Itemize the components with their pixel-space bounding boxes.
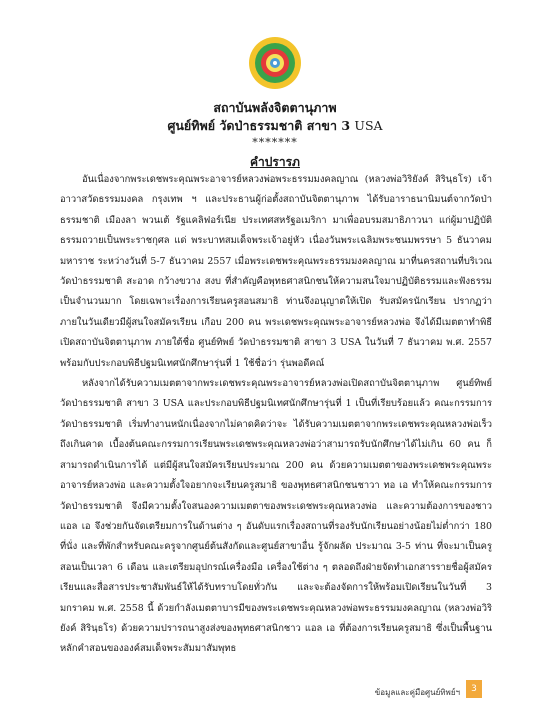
dhamma-wheel-logo-icon <box>248 36 302 90</box>
branch-subtitle-en: USA <box>354 118 383 133</box>
paragraph-2: หลังจากได้รับความเมตตาจากพระเดชพระคุณพระอาจารย์หลวงพ่อเปิดสถาบันจิตตานุภาพ ศูนย์ทิพย์ วัดป่าธรรมชาติ สาขา 3 USA และประกอบพิธีปฐมนิเทศนักศึกษารุ่นที่ 1 เป็นที่เรียบร้อยแล้ว คณะกรรมการวัดป่าธรรมชาติ เริ่มทำงานหนักเนื่องจากไม่คาดคิดว่าจะ ได้รับความเมตตาจากพระเดชพระคุณหลวงพ่อเร็วถึงเกินคาด เบื้องต้นคณะกรรมการเรียนพระเดชพระคุณหลวงพ่อว่าสามารถรับนักศึกษาได้ไม่เกิน 60 คน ก็สามารถดำเนินการได้ แต่มีผู้สนใจสมัครเรียนประมาณ 200 คน ด้วยความเมตตาของพระเดชพระคุณพระอาจารย์หลวงพ่อ และความตั้งใจอยากจะเรียนครูสมาธิ ของพุทธศาสนิกชนชาวา ทอ เอ ทำให้คณะกรรมการวัดป่าธรรมชาติ จึงมีความตั้งใจสนองความเมตตาของพระเดชพระคุณหลวงพ่อ และความต้องการของชาว แอล เอ จึงช่วยกันจัดเตรียมการในด้านต่าง ๆ อันดับแรกเรื่องสถานที่รองรับนักเรียนอย่างน้อยไม่ต่ำกว่า 180 ที่นั่ง และที่พักสำหรับคณะครูจากศูนย์ต้นสังกัดและศูนย์สาขาอื่น รู้จักผลัด ประมาณ 3-5 ท่าน ที่จะมาเป็นครูสอนเป็นเวลา 6 เดือน และเตรียมอุปกรณ์เครื่องมือ เครื่องใช้ต่าง ๆ ตลอดถึงฝ่ายจัดทำเอกสารรายชื่อผู้สมัครเรียนและสื่อสารประชาสัมพันธ์ให้ได้รับทราบโดยทั่วกัน และจะต้องจัดการให้พร้อมเปิดเรียนในวันที่ 3 มกราคม พ.ศ. 2558 นี้ ด้วยกำลังเมตตาบารมีของพระเดชพระคุณหลวงพ่อพระธรรมมงคลญาณ (หลวงพ่อวิริยังค์ สิรินฺธโร) ด้วยความปรารถนาสูงส่งของพุทธศาสนิกชาว แอล เอ ที่ต้องการเรียนครูสมาธิ ซึ่งเป็นพื้นฐานหลักคำสอนขององค์สมเด็จพระสัมมาสัมพุทธ <box>60 378 492 655</box>
branch-subtitle-thai: ศูนย์ทิพย์ วัดป่าธรรมชาติ สาขา 3 <box>167 118 351 133</box>
decorative-stars: ******* <box>252 136 298 149</box>
section-heading: คำปรารภ <box>250 155 300 169</box>
institute-title: สถาบันพลังจิตตานุภาพ <box>213 100 337 115</box>
footer-caption: ข้อมูลและคู่มือศูนย์ทิพย์ฯ <box>374 688 460 697</box>
paragraph-1: อันเนื่องจากพระเดชพระคุณพระอาจารย์หลวงพ่อพระธรรมมงคลญาณ (หลวงพ่อวิริยังค์ สิรินฺธโร) เจ้าอาวาสวัดธรรมมงคล กรุงเทพ ฯ และประธานผู้ก่อตั้งสถาบันจิตตานุภาพ ได้รับอาราธนานิมนต์จากวัดป่าธรรมชาติ เมืองลา พวนเต้ รัฐแคลิฟอร์เนีย ประเทศสหรัฐอเมริกา มาเพื่ออบรมสมาธิภาวนา แก่ผู้มาปฏิบัติธรรมถวายเป็นพระราชกุศล แด่ พระบาทสมเด็จพระเจ้าอยู่หัว เนื่องวันพระเฉลิมพระชนมพรรษา 5 ธันวาคมมหาราช ระหว่างวันที่ 5-7 ธันวาคม 2557 เมื่อพระเดชพระคุณพระธรรมมงคลญาณ มาที่นครสถานที่บริเวณวัดป่าธรรมชาติ สะอาด กว้างขวาง สงบ ที่สำคัญคือพุทธศาสนิกชนให้ความสนใจมาปฏิบัติธรรมและฟังธรรมเป็นจำนวนมาก โดยเฉพาะเรื่องการเรียนครูสอนสมาธิ ท่านจึงอนุญาตให้เปิด รับสมัครนักเรียน ปรากฏว่าภายในวันเดียวมีผู้สนใจสมัครเรียน เกือบ 200 คน พระเดชพระคุณพระอาจารย์หลวงพ่อ จึงได้มีเมตตาทำพิธีเปิดสถาบันจิตตานุภาพ ภายใต้ชื่อ ศูนย์ทิพย์ วัดป่าธรรมชาติ สาขา 3 USA ในวันที่ 7 ธันวาคม พ.ศ. 2557 พร้อมกับประกอบพิธีปฐมนิเทศนักศึกษารุ่นที่ 1 ใช้ชื่อว่า รุ่นพอดีคณ์ <box>60 174 492 369</box>
page-number: 3 <box>466 680 482 698</box>
branch-subtitle <box>0 116 550 136</box>
preface-body <box>60 170 492 660</box>
